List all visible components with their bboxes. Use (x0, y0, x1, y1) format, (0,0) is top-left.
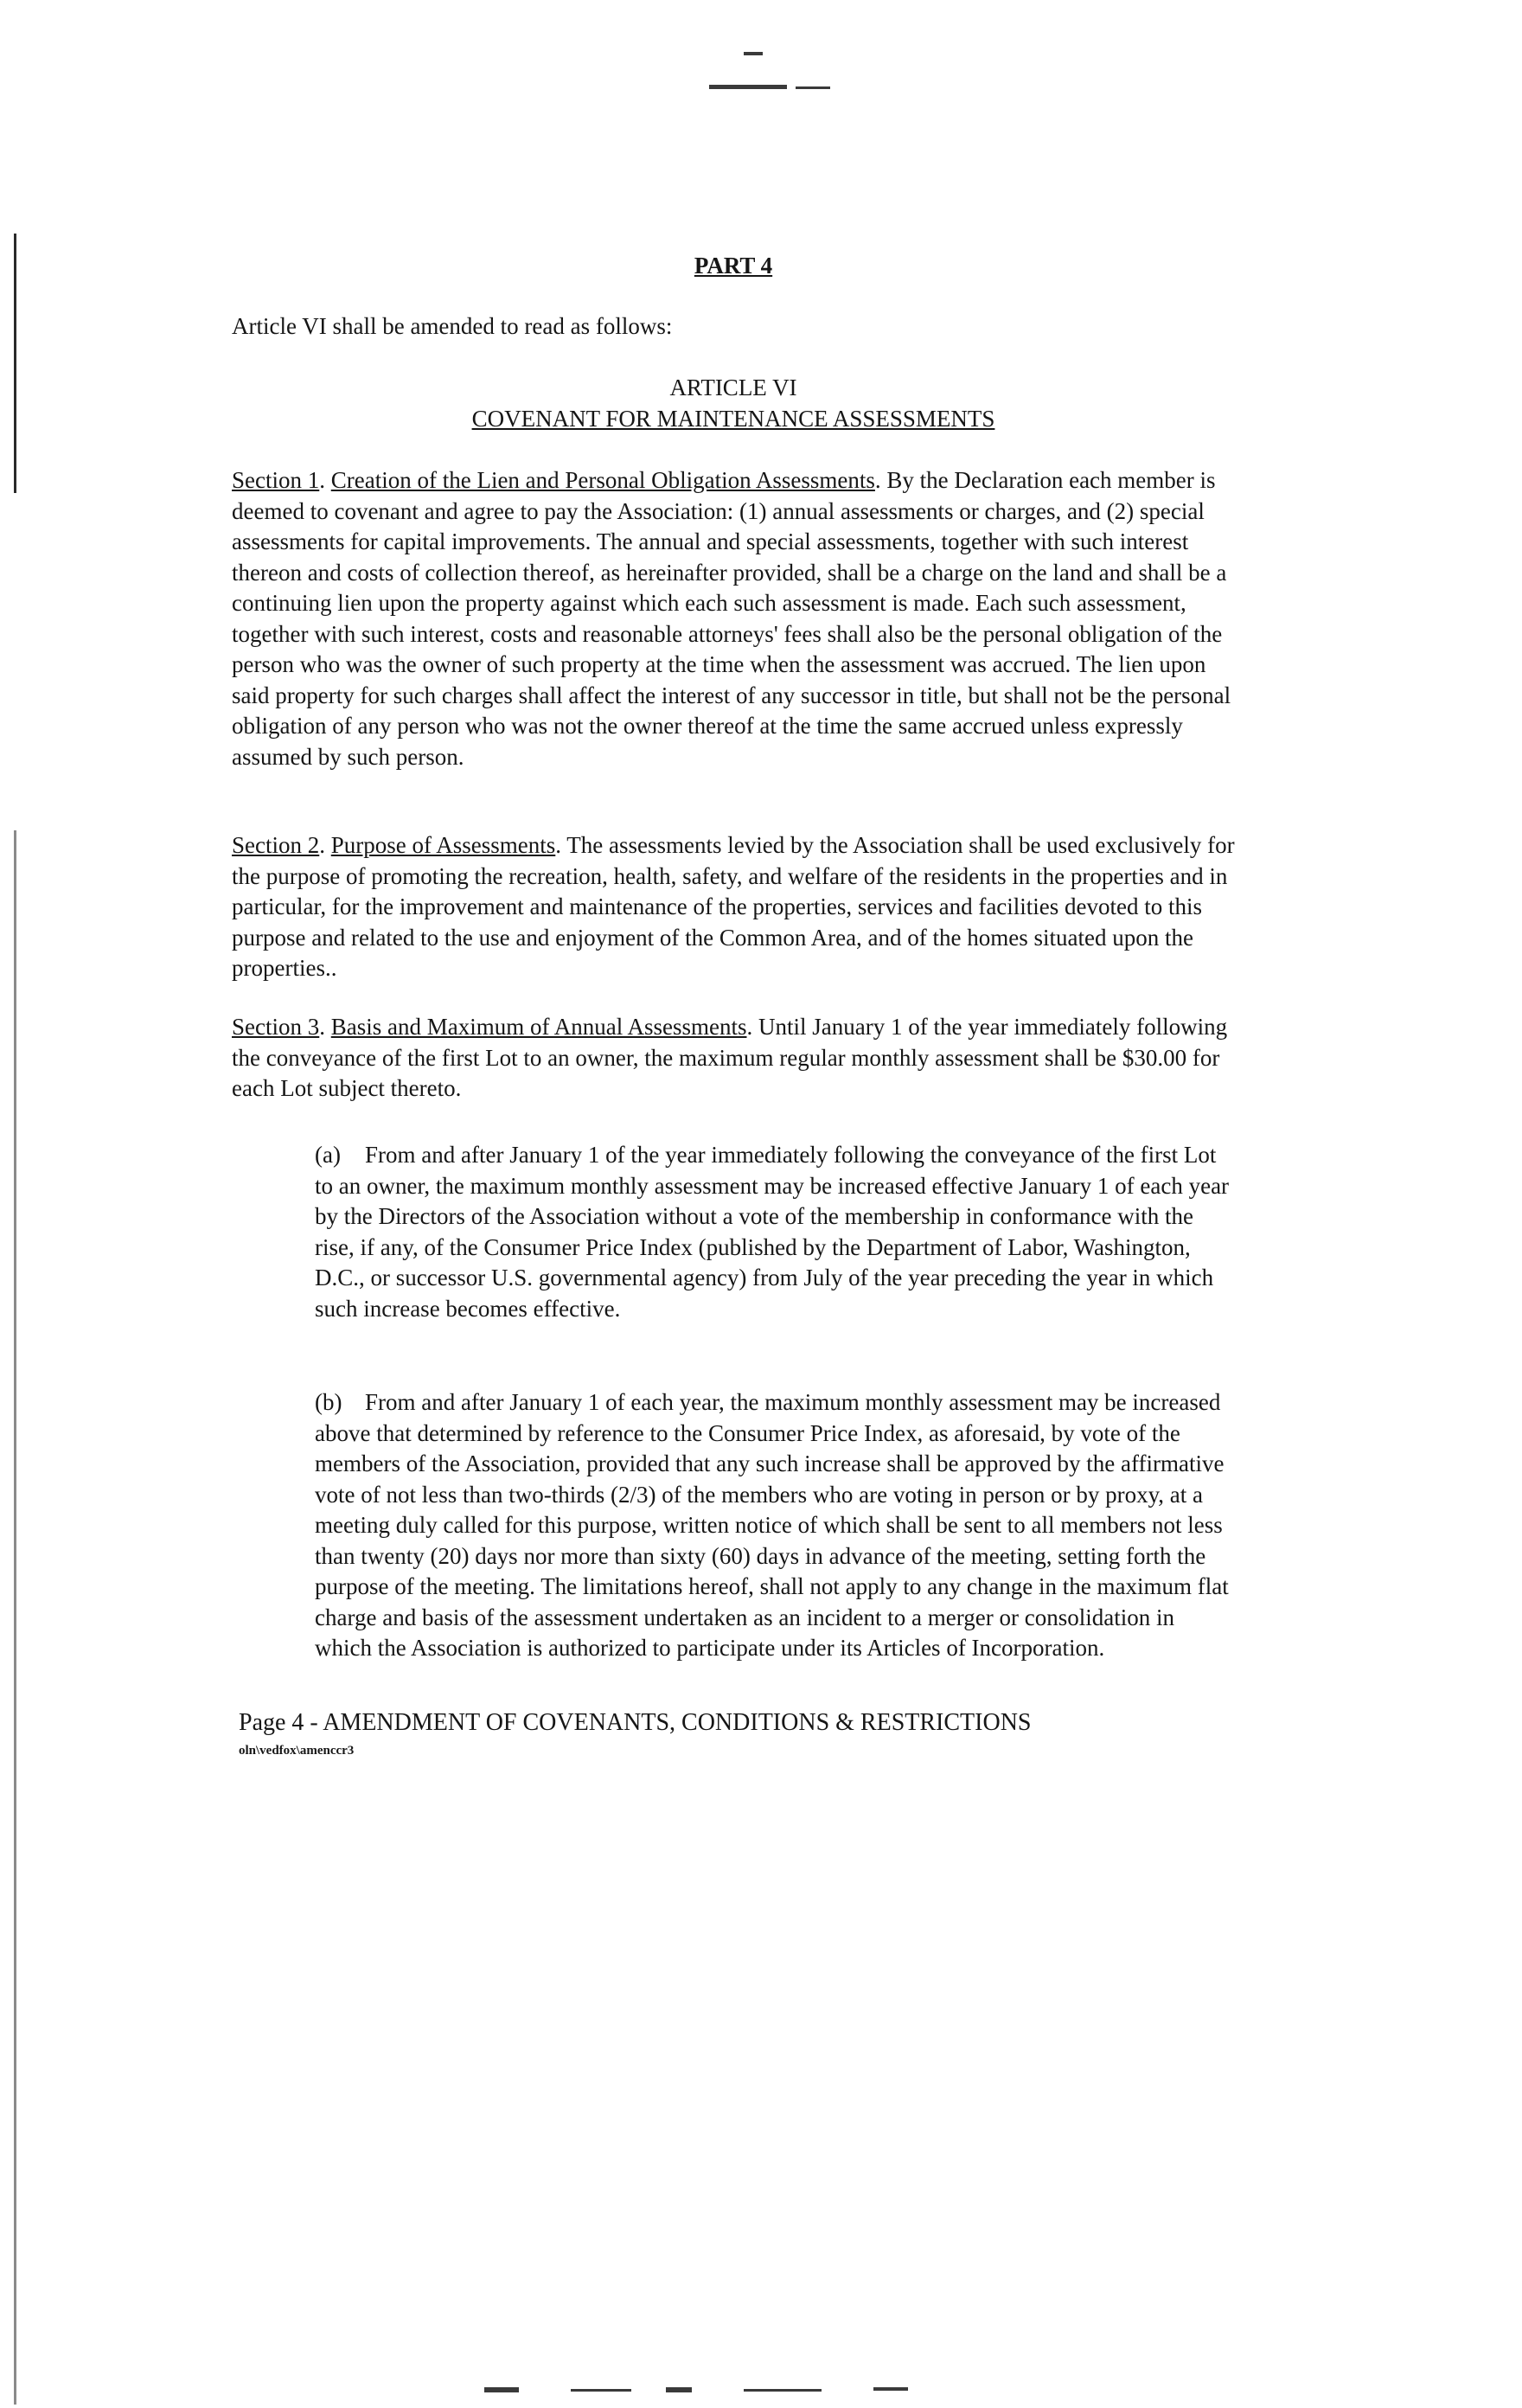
section-1-body: By the Declaration each member is deemed to covenant and agree to pay the Association: (1) annual assessments or charges, and (2) special assessments for capital improvements. The annual and special assessments, together with such interest thereon and costs of collection thereof, as hereinafter provided, shall be a charge on the land and shall be a continuing lien upon the property against which each such assessment is made. Each such assessment, together with such interest, costs and reasonable attorneys' fees shall also be the personal obligation of the person who was the owner of such property at the time when the assessment was accrued. The lien upon said property for such charges shall affect the interest of any successor in title, but shall not be the personal obligation of any person who was not the owner thereof at the time the same accrued unless expressly assumed by such person. (232, 467, 1231, 770)
scan-mark-bottom-5 (873, 2387, 908, 2391)
scan-mark-bottom-4 (744, 2389, 822, 2392)
scan-mark-bottom-2 (571, 2389, 631, 2392)
footer-file-code: oln\vedfox\amenccr3 (239, 1744, 355, 1758)
section-1-label: Section 1 (232, 467, 320, 493)
section-2-heading: Purpose of Assessments (330, 832, 556, 858)
sub-a-text: From and after January 1 of the year immediately following the conveyance of the first Lot to an owner, the maximum monthly assessment may be increased effective January 1 of each year by the Directors of the Association without a vote of the membership in conformance with the rise, if any, of the Consumer Price Index (published by the Department of Labor, Washington, D.C., or successor U.S. governmental agency) from July of the year preceding the year in which such increase becomes effective. (315, 1142, 1230, 1322)
section-2: Section 2. Purpose of Assessments. The assessments levied by the Association shall be used exclusively for the purpose of promoting the recreation, health, safety, and welfare of the residents in the properties and in particular, for the improvement and maintenance of the properties, services and facilities devoted to this purpose and related to the use and enjoyment of the Common Area, and of the homes situated upon the properties.. (232, 832, 1235, 981)
footer-page-line: Page 4 - AMENDMENT OF COVENANTS, CONDITIONS & RESTRICTIONS (239, 1709, 1032, 1736)
scan-mark-top (709, 85, 787, 89)
section-3-heading: Basis and Maximum of Annual Assessments (330, 1014, 747, 1040)
article-number: ARTICLE VI (669, 375, 797, 400)
section-2-label: Section 2 (232, 832, 320, 858)
article-heading (232, 372, 1235, 434)
scan-left-edge-lower (14, 830, 16, 2405)
section-3: Section 3. Basis and Maximum of Annual Assessments. Until January 1 of the year immediately following the conveyance of the first Lot to an owner, the maximum regular monthly assessment shall be $30.00 for each Lot subject thereto. (232, 1014, 1228, 1101)
scan-mark-bottom-3 (666, 2387, 692, 2392)
intro-line: Article VI shall be amended to read as follows: (232, 313, 673, 339)
section-1: Section 1. Creation of the Lien and Personal Obligation Assessments. By the Declaration each member is deemed to covenant and agree to pay the Association: (1) annual assessments or charges, and (2) special assessments for capital improvements. The annual and special assessments, together with such interest thereon and costs of collection thereof, as hereinafter provided, shall be a charge on the land and shall be a continuing lien upon the property against which each such assessment is made. Each such assessment, together with such interest, costs and reasonable attorneys' fees shall also be the personal obligation of the person who was the owner of such property at the time when the assessment was accrued. The lien upon said property for such charges shall affect the interest of any successor in title, but shall not be the personal obligation of any person who was not the owner thereof at the time the same accrued unless expressly assumed by such person. (232, 467, 1231, 770)
scan-left-edge (14, 234, 16, 493)
section-3-body: Until January 1 of the year immediately following the conveyance of the first Lot to an owner, the maximum regular monthly assessment shall be $30.00 for each Lot subject thereto. (232, 1014, 1228, 1101)
section-1-heading: Creation of the Lien and Personal Obligation Assessments (330, 467, 875, 493)
scan-mark-bottom-1 (484, 2387, 519, 2392)
sub-a-marker: (a) (315, 1142, 341, 1168)
sub-b-marker: (b) (315, 1389, 342, 1415)
section-3-sub-a (315, 1140, 1235, 1324)
scan-mark-top-small (744, 52, 763, 55)
scan-mark-top-right (796, 86, 830, 89)
article-title: COVENANT FOR MAINTENANCE ASSESSMENTS (471, 406, 995, 432)
sub-b-text: From and after January 1 of each year, the maximum monthly assessment may be increased above that determined by reference to the Consumer Price Index, as aforesaid, by vote of the members of the Association, provided that any such increase shall be approved by the affirmative vote of not less than two-thirds (2/3) of the members who are voting in person or by proxy, at a meeting duly called for this purpose, written notice of which shall be sent to all members not less than twenty (20) days nor more than sixty (60) days in advance of the meeting, setting forth the purpose of the meeting. The limitations hereof, shall not apply to any change in the maximum flat charge and basis of the assessment undertaken as an incident to a merger or consolidation in which the Association is authorized to participate under its Articles of Incorporation. (315, 1389, 1229, 1661)
section-3-label: Section 3 (232, 1014, 320, 1040)
section-3-sub-b (315, 1387, 1235, 1664)
section-2-body: The assessments levied by the Association shall be used exclusively for the purpose of promoting the recreation, health, safety, and welfare of the residents in the properties and in particular, for the improvement and maintenance of the properties, services and facilities devoted to this purpose and related to the use and enjoyment of the Common Area, and of the homes situated upon the properties.. (232, 832, 1235, 981)
part-title: PART 4 (694, 253, 773, 279)
